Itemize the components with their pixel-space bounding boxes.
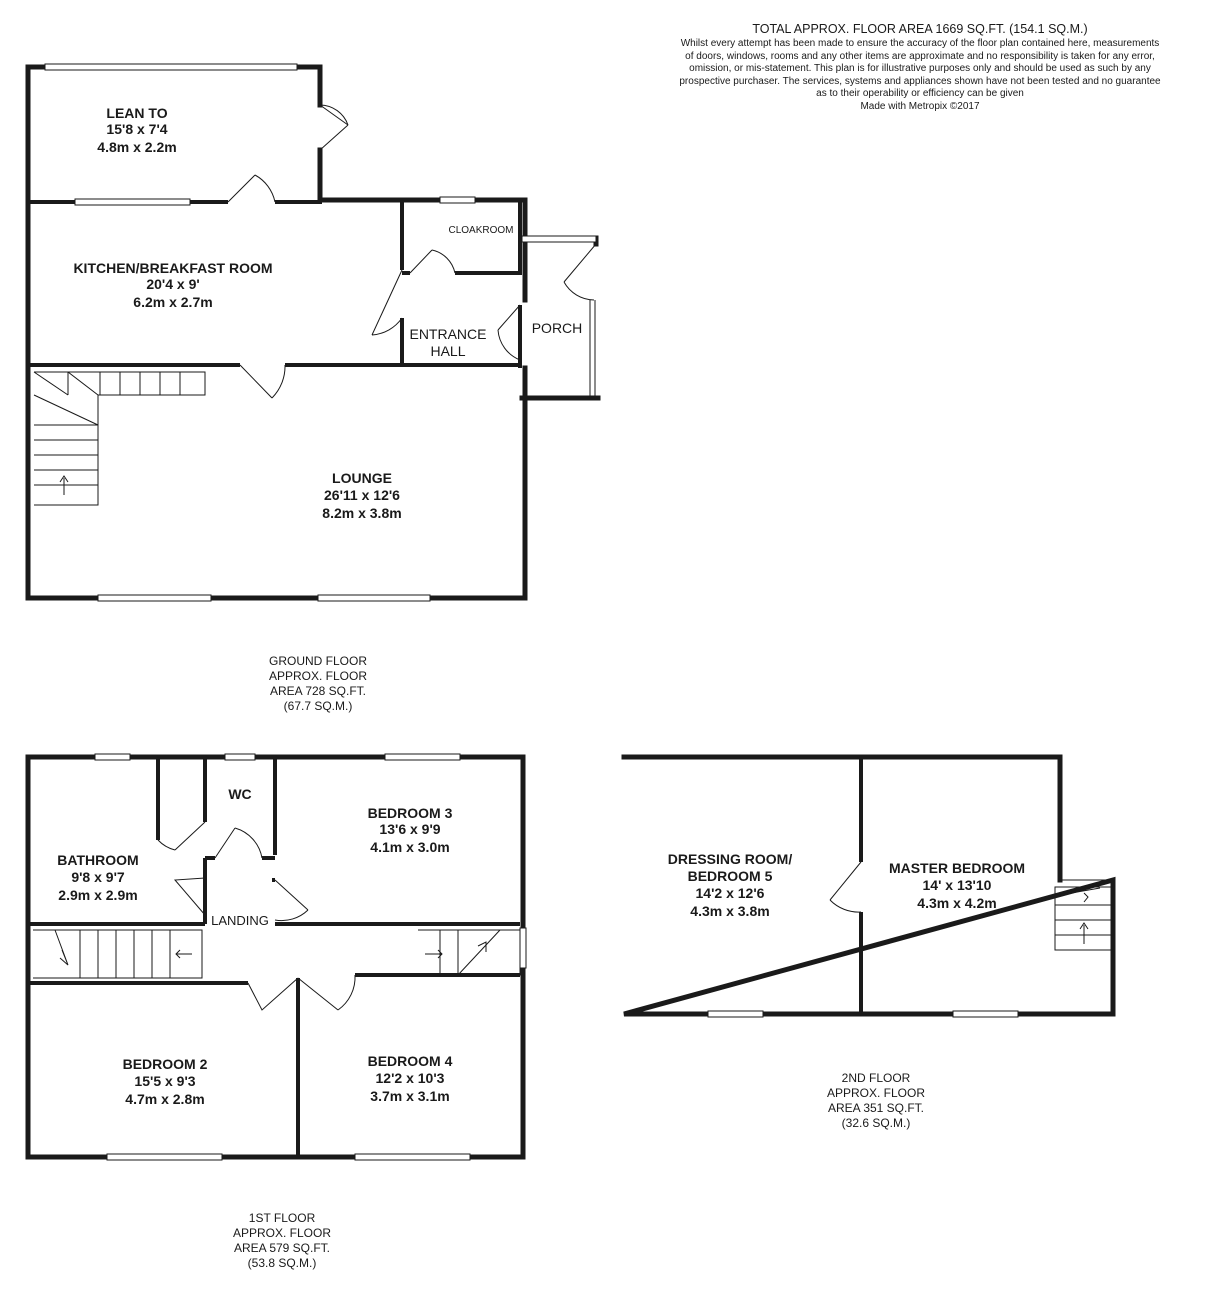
window: [385, 754, 460, 760]
lounge-label: LOUNGE: [332, 470, 392, 486]
window: [107, 1154, 222, 1160]
window: [355, 1154, 470, 1160]
staircase: [33, 930, 202, 978]
ground-area-line: APPROX. FLOOR: [268, 669, 368, 683]
staircase: [34, 372, 205, 505]
door-swing: [830, 862, 861, 912]
bedroom4-imperial: 12'2 x 10'3: [375, 1070, 445, 1086]
credit: Made with Metropix ©2017: [860, 100, 980, 112]
master-bedroom-metric: 4.3m x 4.2m: [917, 895, 997, 911]
window: [522, 236, 596, 242]
kitchen-imperial: 20'4 x 9': [146, 276, 200, 292]
bedroom3-imperial: 13'6 x 9'9: [379, 821, 441, 837]
total-floor-area: TOTAL APPROX. FLOOR AREA 1669 SQ.FT. (154.1 SQ.M.): [752, 22, 1088, 36]
window: [520, 928, 526, 968]
bathroom-imperial: 9'8 x 9'7: [71, 869, 125, 885]
staircase: [1055, 887, 1113, 950]
door-swing: [372, 270, 402, 335]
window: [98, 595, 211, 601]
staircase: [418, 930, 520, 975]
door-swing: [298, 975, 355, 1010]
lounge-imperial: 26'11 x 12'6: [324, 487, 400, 503]
lean-to-imperial: 15'8 x 7'4: [106, 121, 168, 137]
second-area-line: AREA 351 SQ.FT.: [827, 1101, 925, 1115]
bedroom4-metric: 3.7m x 3.1m: [370, 1088, 450, 1104]
dressing-room-label: DRESSING ROOM/: [667, 851, 793, 867]
first-area-line: 1ST FLOOR: [248, 1211, 316, 1225]
window: [708, 1011, 763, 1017]
door-swing: [228, 175, 275, 202]
lounge-metric: 8.2m x 3.8m: [322, 505, 402, 521]
ground-area-line: GROUND FLOOR: [268, 654, 368, 668]
window: [318, 595, 430, 601]
bathroom-label: BATHROOM: [57, 852, 139, 868]
disclaimer-line: omission, or mis-statement. This plan is for illustrative purposes only and should be used as such by any: [689, 63, 1151, 74]
master-bedroom-imperial: 14' x 13'10: [922, 877, 992, 893]
door-swing: [240, 365, 285, 398]
window: [45, 64, 297, 70]
wc-label: WC: [228, 786, 252, 802]
entrance-hall-label-2: HALL: [430, 343, 466, 359]
window: [225, 754, 255, 760]
first-floor-plan: [28, 754, 526, 1270]
first-area-line: APPROX. FLOOR: [232, 1226, 332, 1240]
ground-floor-plan: [28, 64, 598, 713]
bedroom3-metric: 4.1m x 3.0m: [370, 839, 450, 855]
disclaimer-line: as to their operability or efficiency can be given: [816, 88, 1024, 99]
bedroom3-label: BEDROOM 3: [367, 805, 453, 821]
door-swing: [275, 880, 308, 921]
door-swing: [320, 105, 348, 150]
lean-to-metric: 4.8m x 2.2m: [97, 139, 177, 155]
dressing-room-label-2: BEDROOM 5: [687, 868, 773, 884]
window: [95, 754, 130, 760]
second-area-line: 2ND FLOOR: [841, 1071, 911, 1085]
master-bedroom-label: MASTER BEDROOM: [888, 860, 1026, 876]
bedroom2-label: BEDROOM 2: [122, 1056, 208, 1072]
window: [75, 199, 190, 205]
door-swing: [410, 250, 455, 273]
window: [953, 1011, 1018, 1017]
cloakroom-label: CLOAKROOM: [448, 225, 514, 236]
bedroom2-metric: 4.7m x 2.8m: [125, 1091, 205, 1107]
first-area-line: AREA 579 SQ.FT.: [233, 1241, 331, 1255]
disclaimer-line: prospective purchaser. The services, systems and appliances shown have not been tested and no guarantee: [679, 75, 1161, 87]
bedroom2-imperial: 15'5 x 9'3: [134, 1073, 196, 1089]
disclaimer-line: Whilst every attempt has been made to ensure the accuracy of the floor plan contained here, measurements: [680, 38, 1160, 49]
bedroom4-label: BEDROOM 4: [367, 1053, 453, 1069]
door-swing: [158, 822, 205, 850]
door-swing: [175, 878, 205, 915]
porch-label: PORCH: [531, 320, 583, 336]
second-area-line: (32.6 SQ.M.): [841, 1116, 911, 1130]
door-swing: [215, 828, 262, 858]
door-swing: [564, 244, 596, 300]
kitchen-metric: 6.2m x 2.7m: [133, 294, 213, 310]
ground-area-line: AREA 728 SQ.FT.: [269, 684, 367, 698]
second-floor-plan: [624, 757, 1113, 1130]
ground-area-line: (67.7 SQ.M.): [283, 699, 353, 713]
entrance-hall-label: ENTRANCE: [409, 326, 487, 342]
second-area-line: APPROX. FLOOR: [826, 1086, 926, 1100]
kitchen-label: KITCHEN/BREAKFAST ROOM: [73, 260, 273, 276]
lean-to-label: LEAN TO: [106, 105, 168, 121]
first-area-line: (53.8 SQ.M.): [247, 1256, 317, 1270]
dressing-room-imperial: 14'2 x 12'6: [695, 885, 765, 901]
door-swing: [248, 978, 298, 1010]
dressing-room-metric: 4.3m x 3.8m: [690, 903, 770, 919]
disclaimer-line: of doors, windows, rooms and any other items are approximate and no responsibility is taken for any error,: [685, 50, 1155, 62]
door-swing: [498, 305, 520, 360]
window: [440, 197, 475, 203]
landing-label: LANDING: [211, 913, 269, 928]
bathroom-metric: 2.9m x 2.9m: [58, 887, 138, 903]
